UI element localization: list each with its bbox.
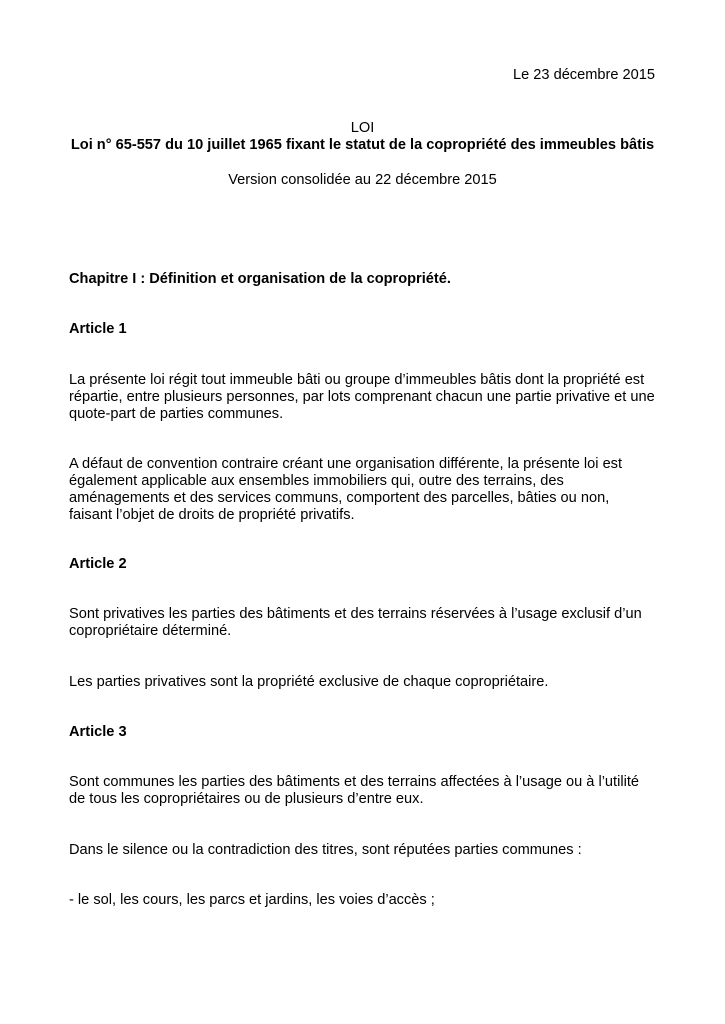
- text-line: quote-part de parties communes.: [69, 406, 284, 422]
- article-1-paragraph-2: [69, 456, 669, 524]
- article-3-paragraph-2: [69, 842, 669, 859]
- chapter-title: Chapitre I : Définition et organisation de la copropriété.: [69, 271, 451, 287]
- version-label: Version consolidée au 22 décembre 2015: [228, 172, 497, 188]
- article-3-heading: Article 3: [69, 724, 127, 740]
- text-line: de tous les copropriétaires ou de plusieurs d’entre eux.: [69, 791, 424, 807]
- text-line: également applicable aux ensembles immobiliers qui, outre des terrains, des: [69, 473, 564, 489]
- article-2-paragraph-2: [69, 674, 669, 691]
- article-2-paragraph-1: [69, 606, 669, 640]
- article-1-heading: Article 1: [69, 321, 127, 337]
- text-line: La présente loi régit tout immeuble bâti ou groupe d’immeubles bâtis dont la propriété est: [69, 372, 645, 388]
- article-3-paragraph-3: [69, 892, 669, 909]
- text-line: Les parties privatives sont la propriété exclusive de chaque copropriétaire.: [69, 674, 549, 690]
- text-line: A défaut de convention contraire créant une organisation différente, la présente loi est: [69, 456, 623, 472]
- text-line: - le sol, les cours, les parcs et jardins, les voies d’accès ;: [69, 892, 435, 908]
- text-line: faisant l’objet de droits de propriété privatifs.: [69, 507, 355, 523]
- text-line: Sont communes les parties des bâtiments et des terrains affectées à l’usage ou à l’utilité: [69, 774, 640, 790]
- document-type-label: LOI: [350, 120, 375, 136]
- article-2-heading: Article 2: [69, 556, 127, 572]
- document-date: Le 23 décembre 2015: [513, 67, 655, 83]
- text-line: répartie, entre plusieurs personnes, par lots comprenant chacun une partie privative et une: [69, 389, 655, 405]
- article-3-paragraph-1: [69, 774, 669, 808]
- text-line: Sont privatives les parties des bâtiments et des terrains réservées à l’usage exclusif d’un: [69, 606, 642, 622]
- text-line: copropriétaire déterminé.: [69, 623, 232, 639]
- text-line: aménagements et des services communs, comportent des parcelles, bâties ou non,: [69, 490, 610, 506]
- law-title: Loi n° 65-557 du 10 juillet 1965 fixant le statut de la copropriété des immeubles bâtis: [70, 137, 655, 153]
- article-1-paragraph-1: [69, 372, 669, 423]
- title-block: [0, 120, 725, 189]
- text-line: Dans le silence ou la contradiction des titres, sont réputées parties communes :: [69, 842, 582, 858]
